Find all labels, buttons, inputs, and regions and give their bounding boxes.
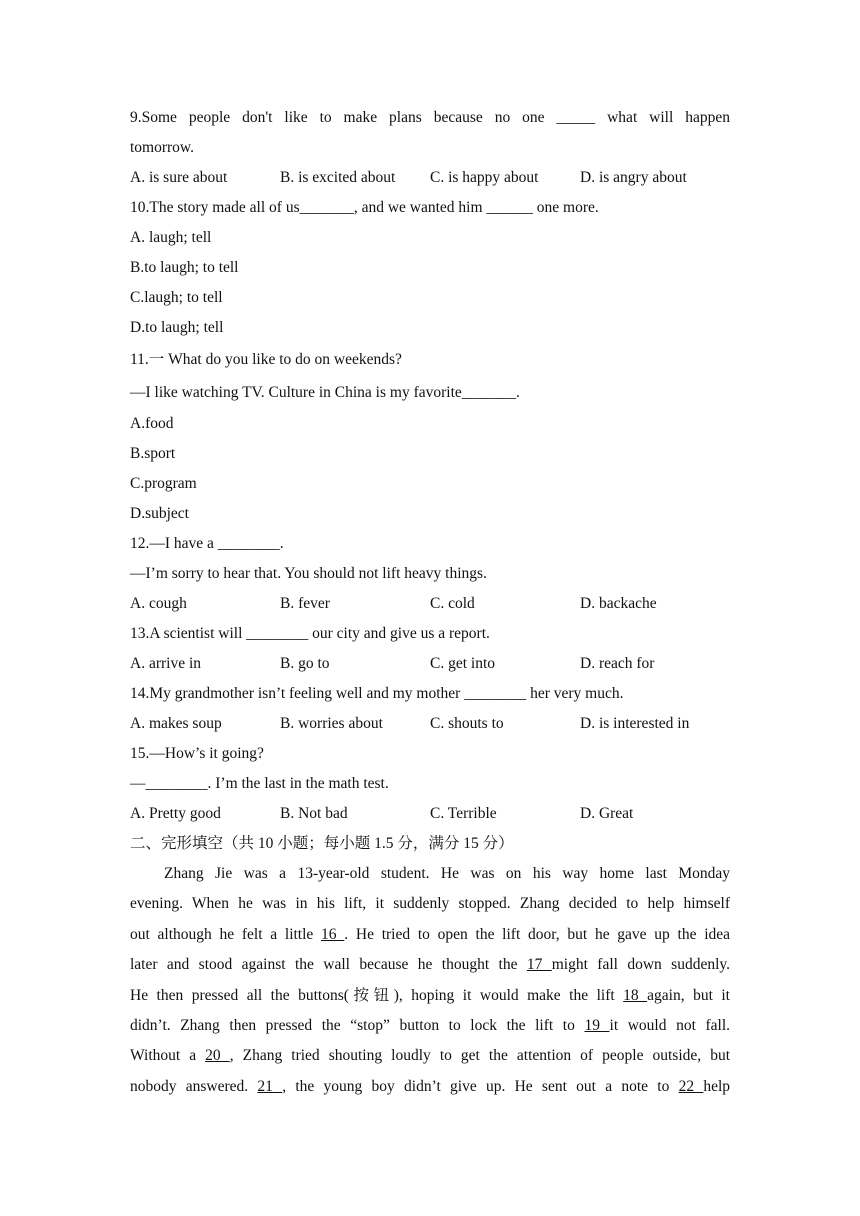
- q10-option-d: D.to laugh; tell: [130, 319, 224, 336]
- passage-line: [130, 889, 730, 919]
- passage-line: [130, 950, 730, 980]
- q12-option-d: D. backache: [580, 595, 657, 612]
- blank-19: 19: [584, 1016, 610, 1034]
- blank-21: 21: [257, 1077, 283, 1095]
- passage-text: later and stood against the wall because he thought the: [130, 956, 527, 974]
- q11-stem-line2: —I like watching TV. Culture in China is my favorite_______.: [130, 384, 520, 401]
- q15-stem-line1: 15.—How’s it going?: [130, 745, 264, 762]
- q9-option-b: B. is excited about: [280, 169, 396, 186]
- q12-stem-line2: —I’m sorry to hear that. You should not lift heavy things.: [130, 565, 487, 582]
- passage-text: , the young boy didn’t give up. He sent out a note to: [282, 1077, 679, 1095]
- q10-option-c: C.laugh; to tell: [130, 289, 223, 306]
- passage-text: again, but it: [647, 986, 730, 1004]
- document-content: [130, 103, 730, 1102]
- q9-option-a: A. is sure about: [130, 169, 228, 186]
- passage-line: [130, 981, 730, 1011]
- blank-22: 22: [678, 1077, 704, 1095]
- q14-option-c: C. shouts to: [430, 715, 504, 732]
- passage-text: Without a: [130, 1047, 206, 1065]
- q14-stem: 14.My grandmother isn’t feeling well and my mother ________ her very much.: [130, 685, 624, 702]
- q12-options: [130, 589, 730, 619]
- q15-option-b: B. Not bad: [280, 805, 348, 822]
- q13-stem: 13.A scientist will ________ our city and give us a report.: [130, 625, 490, 642]
- passage-text: help: [703, 1077, 731, 1095]
- passage-line: [130, 1041, 730, 1071]
- q13-option-a: A. arrive in: [130, 655, 202, 672]
- q13-options: [130, 649, 730, 679]
- passage-line: [130, 1011, 730, 1041]
- q9-option-c: C. is happy about: [430, 169, 539, 186]
- q9-options: [130, 163, 730, 193]
- passage-text: didn’t. Zhang then pressed the “stop” button to lock the lift to: [130, 1016, 585, 1034]
- q13-option-d: D. reach for: [580, 655, 655, 672]
- q11-option-a: A.food: [130, 415, 174, 432]
- q15-stem-line2: —________. I’m the last in the math test.: [130, 775, 389, 792]
- q10-option-b: B.to laugh; to tell: [130, 259, 239, 276]
- passage-text: nobody answered.: [130, 1077, 258, 1095]
- passage-text: might fall down suddenly.: [551, 956, 731, 974]
- q14-option-a: A. makes soup: [130, 715, 222, 732]
- blank-18: 18: [623, 986, 648, 1004]
- q14-option-d: D. is interested in: [580, 715, 690, 732]
- passage-line: [130, 1072, 730, 1102]
- passage-text: , Zhang tried shouting loudly to get the attention of people outside, but: [229, 1047, 730, 1065]
- q15-option-a: A. Pretty good: [130, 805, 221, 822]
- q9-option-d: D. is angry about: [580, 169, 687, 186]
- q9-stem-line1: 9.Some people don't like to make plans because no one _____ what will happen: [130, 109, 730, 126]
- q12-stem-line1: 12.—I have a ________.: [130, 535, 284, 552]
- passage-line: [130, 859, 730, 889]
- q12-option-c: C. cold: [430, 595, 475, 612]
- passage-text: out although he felt a little: [130, 925, 322, 943]
- q11-option-d: D.subject: [130, 505, 189, 522]
- blank-17: 17: [526, 956, 552, 974]
- cloze-passage: [130, 859, 730, 1102]
- blank-16: 16: [321, 925, 345, 943]
- section-heading-cloze: 二、完形填空（共 10 小题；每小题 1.5 分，满分 15 分）: [130, 835, 514, 852]
- q15-options: [130, 799, 730, 829]
- q10-option-a: A. laugh; tell: [130, 229, 212, 246]
- q14-options: [130, 709, 730, 739]
- q14-option-b: B. worries about: [280, 715, 383, 732]
- q13-option-c: C. get into: [430, 655, 496, 672]
- q15-option-c: C. Terrible: [430, 805, 497, 822]
- q10-stem: 10.The story made all of us_______, and we wanted him ______ one more.: [130, 199, 599, 216]
- q13-option-b: B. go to: [280, 655, 330, 672]
- passage-text: it would not fall.: [609, 1016, 730, 1034]
- q15-option-d: D. Great: [580, 805, 634, 822]
- passage-text: He then pressed all the buttons(按钮), hoping it would make the lift: [130, 986, 624, 1004]
- q11-option-b: B.sport: [130, 445, 176, 462]
- q12-option-b: B. fever: [280, 595, 330, 612]
- q12-option-a: A. cough: [130, 595, 187, 612]
- q9-stem-line2: tomorrow.: [130, 139, 194, 156]
- passage-text: evening. When he was in his lift, it suddenly stopped. Zhang decided to help himself: [130, 895, 730, 913]
- passage-text: Zhang Jie was a 13-year-old student. He was on his way home last Monday: [164, 865, 730, 882]
- q11-stem-line1: 11.一 What do you like to do on weekends?: [130, 351, 402, 368]
- passage-text: . He tried to open the lift door, but he gave up the idea: [344, 925, 731, 943]
- blank-20: 20: [205, 1047, 230, 1065]
- q11-option-c: C.program: [130, 475, 197, 492]
- passage-line: [130, 920, 730, 950]
